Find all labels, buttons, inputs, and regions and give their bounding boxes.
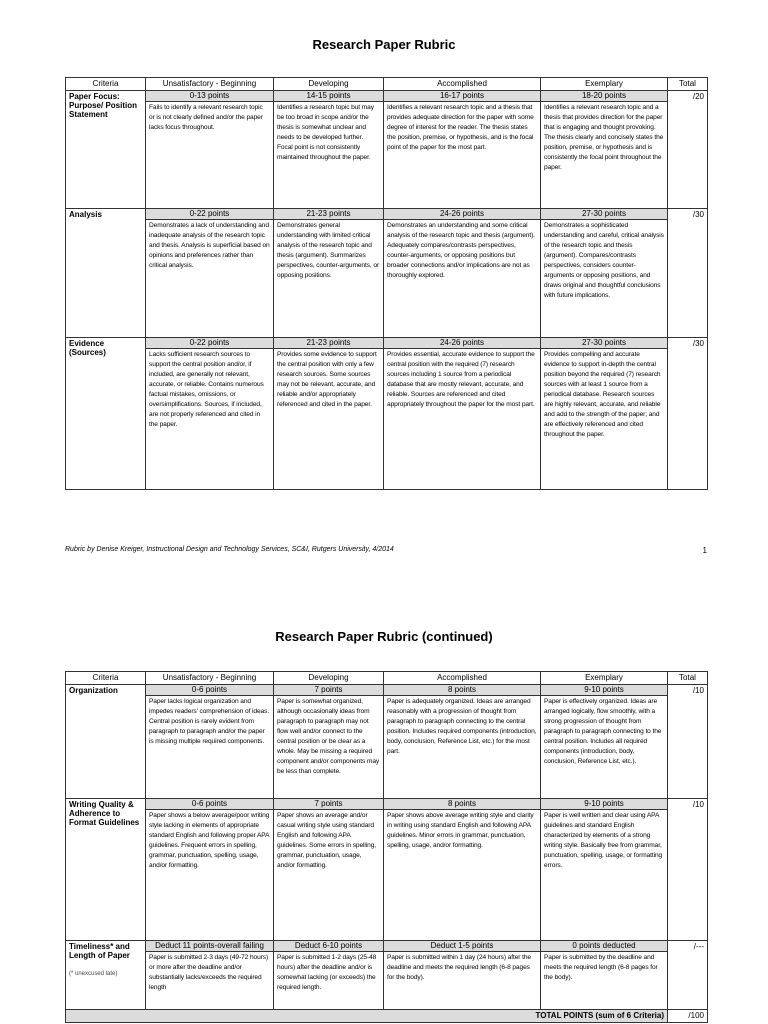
criterion-label: Paper Focus: Purpose/ Position Statement [69,92,138,119]
column-header: Unsatisfactory - Beginning [146,78,274,91]
points-range: Deduct 11 points-overall failing [146,941,274,952]
points-range: 7 points [274,685,384,696]
points-range: 0 points deducted [541,941,668,952]
level-description: Lacks sufficient research sources to support the central position and/or, if included, are generally not relevant, accurate, or reliable. Contains numerous factual mistakes, omissions, or oversimplifications. Sources, if included, are not properly referenced and cited in the paper. [146,349,274,490]
column-header: Developing [274,78,384,91]
points-range: 8 points [384,799,541,810]
criterion-cell [66,338,146,490]
criterion-description-row [66,102,708,209]
points-range: 24-26 points [384,209,541,220]
points-range: 0-6 points [146,685,274,696]
column-header: Criteria [66,672,146,685]
level-description: Paper is adequately organized. Ideas are arranged reasonably with a progression of thought from paragraph to paragraph connecting to the central position. Includes required components (introduction, body, conclusion, Reference List, etc.) for the most part. [384,696,541,799]
criterion-points-row [66,209,708,220]
page-footer [65,546,707,555]
level-description: Identifies a relevant research topic and a thesis that provides adequate direction for the paper with some degree of interest for the reader. The thesis states the position, premise, or hypothesis, and is the focal point of the paper for the most part. [384,102,541,209]
criterion-label: Writing Quality & Adherence to Format Guidelines [69,800,140,827]
level-description: Paper shows a below average/poor writing style lacking in elements of appropriate standard English and following proper APA guidelines. Frequent errors in spelling, grammar, punctuation, spelling, usage, and/or formatting. [146,810,274,941]
total-cell: /10 [668,799,708,941]
points-range: Deduct 1-5 points [384,941,541,952]
criterion-label: Evidence (Sources) [69,339,106,357]
points-range: 21-23 points [274,209,384,220]
column-header: Accomplished [384,672,541,685]
rubric-table-2 [65,671,708,1023]
column-header: Total [668,672,708,685]
total-cell: /30 [668,338,708,490]
column-header: Exemplary [541,78,668,91]
level-description: Paper is submitted within 1 day (24 hours) after the deadline and meets the required length (6-8 pages for the body). [384,952,541,1010]
criterion-description-row [66,696,708,799]
level-description: Fails to identify a relevant research topic or is not clearly defined and/or the paper lacks focus throughout. [146,102,274,209]
level-description: Paper shows above average writing style and clarity in writing using standard English and following APA guidelines. Minor errors in grammar, punctuation, spelling, usage, and/or formatting. [384,810,541,941]
points-range: 24-26 points [384,338,541,349]
criterion-cell [66,91,146,209]
grand-total-label: TOTAL POINTS (sum of 6 Criteria) [66,1010,668,1023]
points-range: 27-30 points [541,338,668,349]
criterion-points-row [66,799,708,810]
points-range: 9-10 points [541,799,668,810]
criterion-points-row [66,685,708,696]
points-range: 8 points [384,685,541,696]
criterion-description-row [66,349,708,490]
level-description: Paper lacks logical organization and impedes readers' comprehension of ideas. Central position is rarely evident from paragraph to paragraph and/or the paper is missing multiple required components. [146,696,274,799]
criterion-description-row [66,220,708,338]
points-range: 9-10 points [541,685,668,696]
points-range: 7 points [274,799,384,810]
page-title: Research Paper Rubric [312,37,456,52]
points-range: 18-20 points [541,91,668,102]
level-description: Demonstrates an understanding and some critical analysis of the research topic and thesis (argument). Adequately compares/contrasts perspectives, counter-arguments, or opposing positions but broader connections and/or implications are not as thoroughly explored. [384,220,541,338]
level-description: Identifies a research topic but may be too broad in scope and/or the thesis is somewhat unclear and needs to be developed further. Focal point is not consistently maintained throughout the paper. [274,102,384,209]
footer-credit: Rubric by Denise Kreiger, Instructional Design and Technology Services, SC&I, Rutgers University, 4/2014 [65,546,394,553]
header-row [66,672,708,685]
points-range: 16-17 points [384,91,541,102]
column-header: Accomplished [384,78,541,91]
criterion-cell [66,685,146,799]
total-cell: /20 [668,91,708,209]
grand-total-value: /100 [668,1010,708,1023]
column-header: Developing [274,672,384,685]
column-header: Unsatisfactory - Beginning [146,672,274,685]
page-number: 1 [702,546,707,555]
page-title-continued: Research Paper Rubric (continued) [275,629,493,644]
level-description: Provides essential, accurate evidence to support the central position with the required (7) research sources including 1 source from a periodical database that are mostly relevant, accurate, and reliable. Sources are referenced and cited appropriately throughout the paper for the most part. [384,349,541,490]
points-range: 21-23 points [274,338,384,349]
criterion-description-row [66,952,708,1010]
level-description: Demonstrates a sophisticated understanding and careful, critical analysis of the research topic and thesis (argument). Compares/contrasts perspectives, considers counter-arguments or opposing positions, and draws original and thoughtful conclusions with future implications. [541,220,668,338]
points-range: 0-22 points [146,209,274,220]
criterion-cell [66,799,146,941]
level-description: Demonstrates a lack of understanding and inadequate analysis of the research topic and thesis. Analysis is superficial based on opinions and preferences rather than critical analysis. [146,220,274,338]
total-cell: /--- [668,941,708,1010]
level-description: Paper is well written and clear using APA guidelines and standard English characterized by elements of a strong writing style. Basically free from grammar, punctuation, spelling, usage, or formatting errors. [541,810,668,941]
grand-total-row [66,1010,708,1023]
level-description: Paper is submitted 2-3 days (49-72 hours) or more after the deadline and/or substantially lacks/exceeds the required length [146,952,274,1010]
criterion-label: Analysis [69,210,102,219]
points-range: 27-30 points [541,209,668,220]
criterion-note: (* unexcused late) [69,971,118,977]
criterion-points-row [66,338,708,349]
level-description: Provides compelling and accurate evidence to support in-depth the central position beyond the required (7) research sources with at least 1 source from a periodical database. Research sources are highly relevant, accurate, and reliable and add to the strength of the paper; and are effectively referenced and cited throughout the paper. [541,349,668,490]
level-description: Paper is submitted by the deadline and meets the required length (6-8 pages for the body). [541,952,668,1010]
level-description: Demonstrates general understanding with limited critical analysis of the research topic and thesis (argument). Summarizes perspectives, counter-arguments, or opposing positions. [274,220,384,338]
criterion-points-row [66,941,708,952]
points-range: 0-13 points [146,91,274,102]
header-row [66,78,708,91]
points-range: 14-15 points [274,91,384,102]
points-range: Deduct 6-10 points [274,941,384,952]
level-description: Paper is effectively organized. Ideas are arranged logically, flow smoothly, with a strong progression of thought from paragraph to paragraph connecting to the central position. Includes all required components (introduction, body, conclusion, Reference List, etc.). [541,696,668,799]
criterion-label: Timeliness* and Length of Paper [69,942,130,960]
criterion-cell [66,941,146,1010]
criterion-description-row [66,810,708,941]
level-description: Paper shows an average and/or casual writing style using standard English and following APA guidelines. Some errors in spelling, grammar, punctuation, usage, and/or formatting. [274,810,384,941]
level-description: Identifies a relevant research topic and a thesis that provides direction for the paper that is engaging and thought provoking. The thesis clearly and concisely states the position, premise, or hypothesis and is consistently the focal point throughout the paper. [541,102,668,209]
column-header: Total [668,78,708,91]
points-range: 0-6 points [146,799,274,810]
rubric-table-1 [65,77,708,490]
total-cell: /30 [668,209,708,338]
criterion-points-row [66,91,708,102]
points-range: 0-22 points [146,338,274,349]
criterion-cell [66,209,146,338]
level-description: Paper is somewhat organized, although occasionally ideas from paragraph to paragraph may not flow well and/or connect to the central position or be clear as a whole. May be missing a required component and/or components may be less than complete. [274,696,384,799]
total-cell: /10 [668,685,708,799]
column-header: Exemplary [541,672,668,685]
criterion-label: Organization [69,686,118,695]
level-description: Provides some evidence to support the central position with only a few research sources. Some sources may not be relevant, accurate, and reliable and/or appropriately referenced and cited in the paper. [274,349,384,490]
column-header: Criteria [66,78,146,91]
level-description: Paper is submitted 1-2 days (25-48 hours) after the deadline and/or is somewhat lacking (or exceeds) the required length. [274,952,384,1010]
